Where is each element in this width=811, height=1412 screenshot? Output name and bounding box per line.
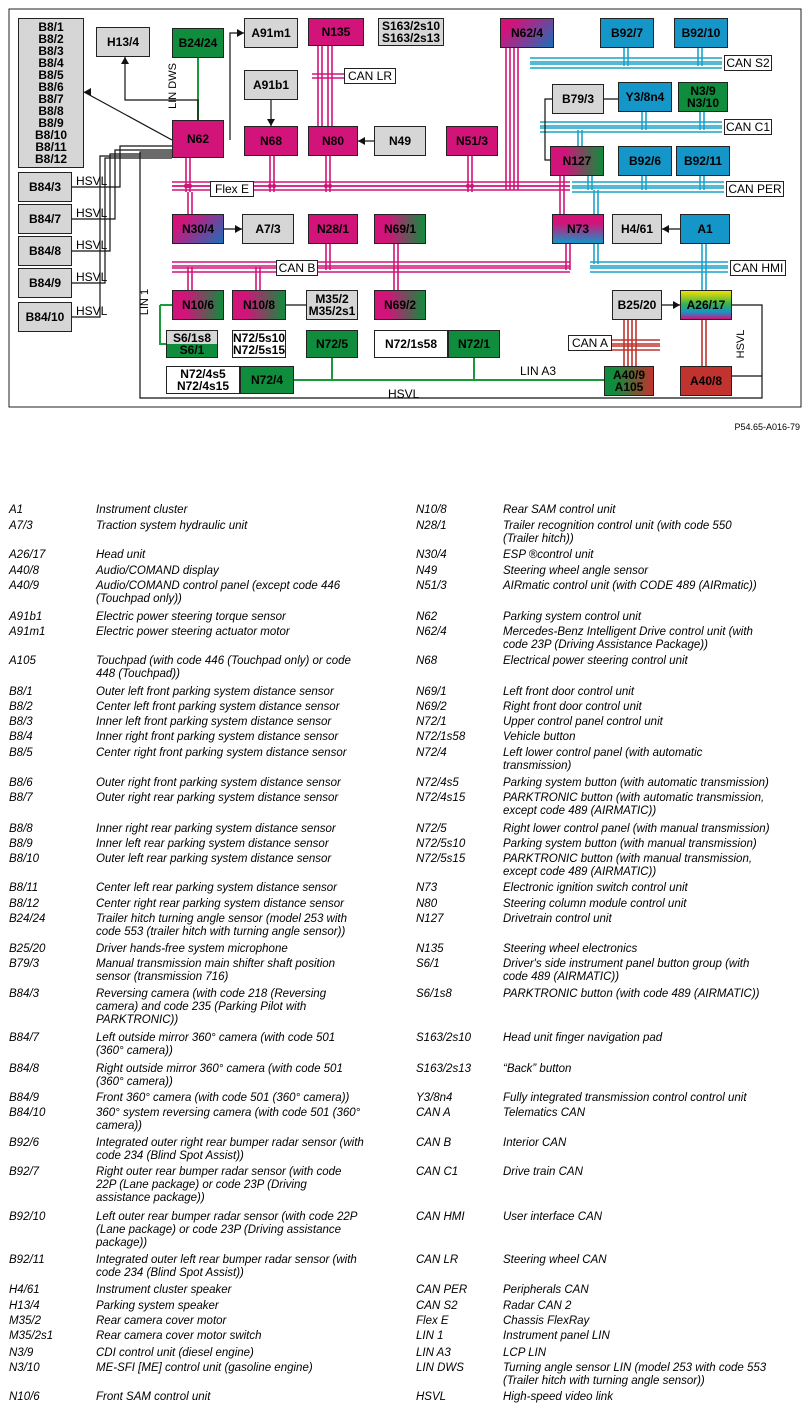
legend-description: Right outside mirror 360° camera (with code 501 (360° camera)) (96, 1063, 343, 1088)
legend-description: Parking system speaker (96, 1300, 219, 1312)
legend-description: Manual transmission main shifter shaft position sensor (transmission 716) (96, 958, 336, 983)
node-b92-7: B92/7 (600, 18, 654, 48)
node-n49: N49 (374, 126, 426, 156)
legend-description: Left lower control panel (with automatic transmission) (503, 747, 703, 772)
node-a7-3: A7/3 (242, 214, 294, 244)
bus-label-can-b: CAN B (276, 260, 318, 276)
legend-code: B8/10 (9, 853, 40, 865)
legend-code: B84/9 (9, 1092, 40, 1104)
legend-code: B8/4 (9, 731, 33, 743)
legend-code: N30/4 (416, 549, 447, 561)
legend-code: B25/20 (9, 943, 46, 955)
node-n73: N73 (552, 214, 604, 244)
legend-code: B84/3 (9, 988, 40, 1000)
legend-code: LIN 1 (416, 1330, 444, 1342)
arrow-head (237, 29, 244, 37)
legend-description: Touchpad (with code 446 (Touchpad only) or code 448 (Touchpad)) (96, 655, 351, 680)
legend-code: CAN HMI (416, 1211, 465, 1223)
node-a91b1: A91b1 (244, 70, 298, 100)
legend-code: CAN S2 (416, 1300, 458, 1312)
node-n72-1s58: N72/1s58 (374, 330, 448, 358)
legend-code: N72/1 (416, 716, 447, 728)
legend-description: 360° system reversing camera (with code 501 (360° camera)) (96, 1107, 361, 1132)
bus-label-can-s2: CAN S2 (724, 55, 772, 71)
node-n51-3: N51/3 (446, 126, 498, 156)
legend-code: HSVL (416, 1391, 447, 1403)
wire-label: HSVL (76, 174, 108, 188)
legend-code: N72/1s58 (416, 731, 466, 743)
legend-description: Inner left rear parking system distance sensor (96, 838, 329, 850)
legend-description: Parking system button (with automatic transmission) (503, 777, 769, 789)
legend-code: B84/10 (9, 1107, 46, 1119)
legend-description: PARKTRONIC button (with automatic transmission, except code 489 (AIRMATIC)) (503, 792, 765, 817)
node-a40-9: A40/9 A105 (604, 366, 654, 396)
legend-code: N72/5s10 (416, 838, 466, 850)
legend-code: CAN A (416, 1107, 451, 1119)
legend-description: Front SAM control unit (96, 1391, 211, 1403)
node-n28-1: N28/1 (308, 214, 358, 244)
legend-code: B8/1 (9, 686, 33, 698)
arrow-head (121, 57, 129, 64)
arrow-head (662, 225, 669, 233)
legend-description: Outer left front parking system distance sensor (96, 686, 334, 698)
node-n62: N62 (172, 120, 224, 158)
legend-code: B92/10 (9, 1211, 46, 1223)
legend-code: B8/9 (9, 838, 33, 850)
node-n10-8: N10/8 (232, 290, 286, 320)
wire-h13 (125, 57, 198, 120)
legend-code: A1 (9, 504, 24, 516)
junction-dot (186, 184, 190, 188)
node-b92-11: B92/11 (676, 146, 730, 176)
arrow-head (84, 88, 91, 96)
legend-code: S163/2s13 (416, 1063, 471, 1075)
legend-description: Instrument cluster (96, 504, 188, 516)
legend-description: “Back” button (503, 1063, 572, 1075)
legend-code: CAN B (416, 1137, 452, 1149)
node-b92-6: B92/6 (618, 146, 672, 176)
legend-code: N72/4s15 (416, 792, 466, 804)
node-a40-8: A40/8 (680, 366, 732, 396)
node-s163: S163/2s10 S163/2s13 (378, 18, 444, 46)
node-n72-5s: N72/5s10 N72/5s15 (232, 331, 286, 357)
node-n72-4s: N72/4s5 N72/4s15 (166, 366, 240, 394)
bus-label-flex-e: Flex E (210, 181, 254, 197)
legend-description: Right front door control unit (503, 701, 642, 713)
node-m35: M35/2 M35/2s1 (306, 290, 358, 320)
legend-description: Inner right rear parking system distance sensor (96, 823, 336, 835)
legend-code: M35/2s1 (9, 1330, 54, 1342)
legend-code: Y3/8n4 (416, 1092, 453, 1104)
junction-dot (324, 184, 328, 188)
node-b79-3: B79/3 (552, 84, 604, 114)
legend-description: Steering column module control unit (503, 898, 687, 910)
legend-code: A40/9 (9, 580, 40, 592)
legend-code: LIN DWS (416, 1362, 464, 1374)
node-y3-8n4: Y3/8n4 (618, 82, 672, 112)
node-n127: N127 (550, 146, 604, 176)
legend-code: N72/5s15 (416, 853, 466, 865)
legend-description: Left outside mirror 360° camera (with code 501 (360° camera)) (96, 1032, 336, 1057)
junction-dot (272, 184, 276, 188)
arrow-head (235, 225, 242, 233)
legend-code: N10/8 (416, 504, 447, 516)
legend-description: Head unit (96, 549, 146, 561)
wire-a91m1 (230, 33, 244, 140)
legend-description: Fully integrated transmission control control unit (503, 1092, 747, 1104)
legend-description: Parking system button (with manual transmission) (503, 838, 757, 850)
node-n135: N135 (308, 18, 364, 46)
legend-code: B84/8 (9, 1063, 40, 1075)
legend-description: Upper control panel control unit (503, 716, 663, 728)
legend-description: Outer left rear parking system distance sensor (96, 853, 332, 865)
legend-code: Flex E (416, 1315, 449, 1327)
legend-code: A91b1 (9, 611, 43, 623)
legend-description: Trailer recognition control unit (with code 550 (Trailer hitch)) (503, 520, 732, 545)
junction-dot (470, 184, 474, 188)
legend-code: H4/61 (9, 1284, 40, 1296)
legend-code: B8/11 (9, 882, 39, 894)
legend-description: Outer right rear parking system distance sensor (96, 792, 339, 804)
legend-description: Rear SAM control unit (503, 504, 616, 516)
legend-description: Instrument panel LIN (503, 1330, 610, 1342)
junction-dot (268, 184, 272, 188)
legend-code: B8/5 (9, 747, 33, 759)
legend-description: AIRmatic control unit (with CODE 489 (AIRmatic)) (503, 580, 757, 592)
wire-hsvl (72, 154, 172, 251)
legend-code: LIN A3 (416, 1347, 451, 1359)
legend-code: H13/4 (9, 1300, 40, 1312)
legend-description: Inner left front parking system distance sensor (96, 716, 332, 728)
legend-code: A105 (9, 655, 36, 667)
legend-code: B79/3 (9, 958, 40, 970)
legend-description: LCP LIN (503, 1347, 547, 1359)
node-h13-4: H13/4 (96, 27, 150, 57)
node-n72-1: N72/1 (448, 330, 500, 358)
node-n69-2: N69/2 (374, 290, 426, 320)
legend-code: B8/8 (9, 823, 33, 835)
legend-description: Electronic ignition switch control unit (503, 882, 688, 894)
legend-code: B84/7 (9, 1032, 40, 1044)
legend-code: N80 (416, 898, 438, 910)
legend-description: Turning angle sensor LIN (model 253 with code 553 (Trailer hitch with turning angle sensor)) (503, 1362, 767, 1387)
legend-description: ME-SFI [ME] control unit (gasoline engine) (96, 1362, 313, 1374)
legend-description: Traction system hydraulic unit (96, 520, 248, 532)
node-h4-61: H4/61 (612, 214, 662, 244)
legend-description: Rear camera cover motor switch (96, 1330, 262, 1342)
legend-code: B8/3 (9, 716, 33, 728)
legend-description: Steering wheel CAN (503, 1254, 607, 1266)
legend-code: N135 (416, 943, 444, 955)
wire-b8 (84, 92, 172, 140)
legend-code: A91m1 (9, 626, 46, 638)
wire-label: LIN A3 (520, 364, 557, 378)
legend-description: Right lower control panel (with manual transmission) (503, 823, 770, 835)
node-b8: B8/1 B8/2 B8/3 B8/4 B8/5 B8/6 B8/7 B8/8 B8/9 B8/10 B8/11 B8/12 (18, 18, 84, 168)
node-a26-17: A26/17 (680, 290, 732, 320)
node-n30-4: N30/4 (172, 214, 224, 244)
bus-label-can-lr: CAN LR (344, 68, 396, 84)
legend-description: Rear camera cover motor (96, 1315, 227, 1327)
wire-label: HSVL (76, 270, 108, 284)
legend-description: Inner right front parking system distance sensor (96, 731, 339, 743)
legend-description: Right outer rear bumper radar sensor (with code 22P (Lane package) or code 23P (Driving assistance package)) (96, 1166, 342, 1204)
legend-description: Center left front parking system distance sensor (96, 701, 340, 713)
arrow-head (358, 137, 365, 145)
legend-code: CAN PER (416, 1284, 468, 1296)
node-n3: N3/9 N3/10 (678, 82, 728, 112)
legend-code: N69/1 (416, 686, 447, 698)
legend-code: B24/24 (9, 913, 46, 925)
bus-label-can-per: CAN PER (726, 181, 784, 197)
legend-description: Instrument cluster speaker (96, 1284, 232, 1296)
legend-description: Driver hands-free system microphone (96, 943, 288, 955)
legend-code: N72/4s5 (416, 777, 459, 789)
legend-code: B92/7 (9, 1166, 40, 1178)
legend-code: B8/2 (9, 701, 33, 713)
legend-description: Center right front parking system distance sensor (96, 747, 347, 759)
junction-dot (466, 184, 470, 188)
legend-description: PARKTRONIC button (with code 489 (AIRMATIC)) (503, 988, 760, 1000)
legend-code: N3/10 (9, 1362, 40, 1374)
node-n80: N80 (308, 126, 358, 156)
legend-description: Radar CAN 2 (503, 1300, 572, 1312)
legend-code: N68 (416, 655, 438, 667)
legend-code: A7/3 (9, 520, 33, 532)
figure-reference: P54.65-A016-79 (734, 422, 800, 432)
junction-dot (328, 184, 332, 188)
legend-code: A40/8 (9, 565, 40, 577)
legend-description: Center left rear parking system distance sensor (96, 882, 337, 894)
legend-description: Integrated outer left rear bumper radar sensor (with code 234 (Blind Spot Assist)) (96, 1254, 357, 1279)
legend-description: Head unit finger navigation pad (503, 1032, 663, 1044)
legend-code: S6/1s8 (416, 988, 452, 1000)
legend-code: N49 (416, 565, 438, 577)
node-n10-6: N10/6 (172, 290, 224, 320)
node-b84-10: B84/10 (18, 302, 72, 332)
node-b84-7: B84/7 (18, 204, 72, 234)
node-s6: S6/1s8 S6/1 (166, 330, 218, 358)
bus-label-can-a: CAN A (568, 335, 612, 351)
arrow-head (267, 119, 275, 126)
legend-description: Electric power steering torque sensor (96, 611, 286, 623)
wire-label: HSVL (76, 304, 108, 318)
node-b84-8: B84/8 (18, 236, 72, 266)
bus-label-can-hmi: CAN HMI (730, 260, 786, 276)
legend-code: N62/4 (416, 626, 447, 638)
node-b24-24: B24/24 (172, 28, 224, 58)
legend-description: Left outer rear bumper radar sensor (with code 22P (Lane package) or code 23P (Driving assistance package)) (96, 1211, 358, 1249)
wire-label: HSVL (76, 238, 108, 252)
legend-description: Trailer hitch turning angle sensor (model 253 with code 553 (trailer hitch with turning angle sensor)) (96, 913, 347, 938)
node-b84-9: B84/9 (18, 268, 72, 298)
vertical-wire-label: LIN 1 (139, 288, 151, 316)
network-diagram (0, 0, 811, 420)
legend-description: PARKTRONIC button (with manual transmission, except code 489 (AIRMATIC)) (503, 853, 753, 878)
node-b92-10: B92/10 (674, 18, 728, 48)
legend-description: Electric power steering actuator motor (96, 626, 290, 638)
legend-description: Audio/COMAND control panel (except code 446 (Touchpad only)) (96, 580, 341, 605)
arrow-head (673, 301, 680, 309)
legend-code: B8/6 (9, 777, 33, 789)
vertical-wire-label: LIN DWS (167, 63, 179, 109)
node-b84-3: B84/3 (18, 172, 72, 202)
legend-description: Telematics CAN (503, 1107, 586, 1119)
legend-code: B92/6 (9, 1137, 40, 1149)
legend-code: N3/9 (9, 1347, 34, 1359)
legend-description: Steering wheel angle sensor (503, 565, 649, 577)
legend-code: B92/11 (9, 1254, 45, 1266)
legend-code: CAN C1 (416, 1166, 459, 1178)
node-a91m1: A91m1 (244, 18, 298, 48)
legend-code: S163/2s10 (416, 1032, 471, 1044)
legend-description: Reversing camera (with code 218 (Reversing camera) and code 235 (Parking Pilot with PARKTRONIC)) (96, 988, 327, 1026)
legend-code: N28/1 (416, 520, 447, 532)
legend-code: N72/4 (416, 747, 447, 759)
node-n72-5: N72/5 (306, 330, 358, 358)
legend-description: Front 360° camera (with code 501 (360° camera)) (96, 1092, 350, 1104)
legend-description: Driver's side instrument panel button group (with code 489 (AIRMATIC)) (503, 958, 750, 983)
legend-description: Mercedes-Benz Intelligent Drive control unit (with code 23P (Driving Assistance Package)) (503, 626, 753, 651)
legend-description: ESP ®control unit (503, 549, 594, 561)
legend-description: Audio/COMAND display (96, 565, 219, 577)
node-n68: N68 (244, 126, 298, 156)
legend-code: A26/17 (9, 549, 46, 561)
legend-description: Chassis FlexRay (503, 1315, 590, 1327)
legend-code: S6/1 (416, 958, 440, 970)
legend-code: N51/3 (416, 580, 447, 592)
legend-description: Interior CAN (503, 1137, 567, 1149)
vertical-wire-label: HSVL (735, 329, 747, 359)
legend-code: B8/7 (9, 792, 33, 804)
node-n62-4: N62/4 (500, 18, 554, 48)
legend-description: Parking system control unit (503, 611, 642, 623)
legend-description: Electrical power steering control unit (503, 655, 688, 667)
legend-code: N72/5 (416, 823, 447, 835)
legend-description: Vehicle button (503, 731, 576, 743)
legend-description: Center right rear parking system distance sensor (96, 898, 344, 910)
legend-description: Integrated outer right rear bumper radar sensor (with code 234 (Blind Spot Assist)) (96, 1137, 364, 1162)
legend-description: Steering wheel electronics (503, 943, 638, 955)
legend-description: Drive train CAN (503, 1166, 583, 1178)
wire-label: HSVL (388, 387, 420, 401)
bus-label-can-c1: CAN C1 (725, 120, 770, 134)
node-b25-20: B25/20 (612, 290, 662, 320)
node-n72-4: N72/4 (240, 366, 294, 394)
legend-code: N10/6 (9, 1391, 40, 1403)
legend-code: N127 (416, 913, 444, 925)
legend-description: Outer right front parking system distance sensor (96, 777, 341, 789)
legend-code: B8/12 (9, 898, 40, 910)
legend-description: Peripherals CAN (503, 1284, 589, 1296)
wire-label: HSVL (76, 206, 108, 220)
node-n69-1: N69/1 (374, 214, 426, 244)
legend-description: Left front door control unit (503, 686, 635, 698)
legend-description: User interface CAN (503, 1211, 603, 1223)
legend-code: M35/2 (9, 1315, 41, 1327)
legend-code: N73 (416, 882, 438, 894)
legend-description: CDI control unit (diesel engine) (96, 1347, 254, 1359)
legend-description: Drivetrain control unit (503, 913, 612, 925)
node-a1: A1 (680, 214, 730, 244)
legend-code: N69/2 (416, 701, 447, 713)
legend-code: CAN LR (416, 1254, 459, 1266)
legend-code: N62 (416, 611, 438, 623)
legend-description: High-speed video link (503, 1391, 613, 1403)
